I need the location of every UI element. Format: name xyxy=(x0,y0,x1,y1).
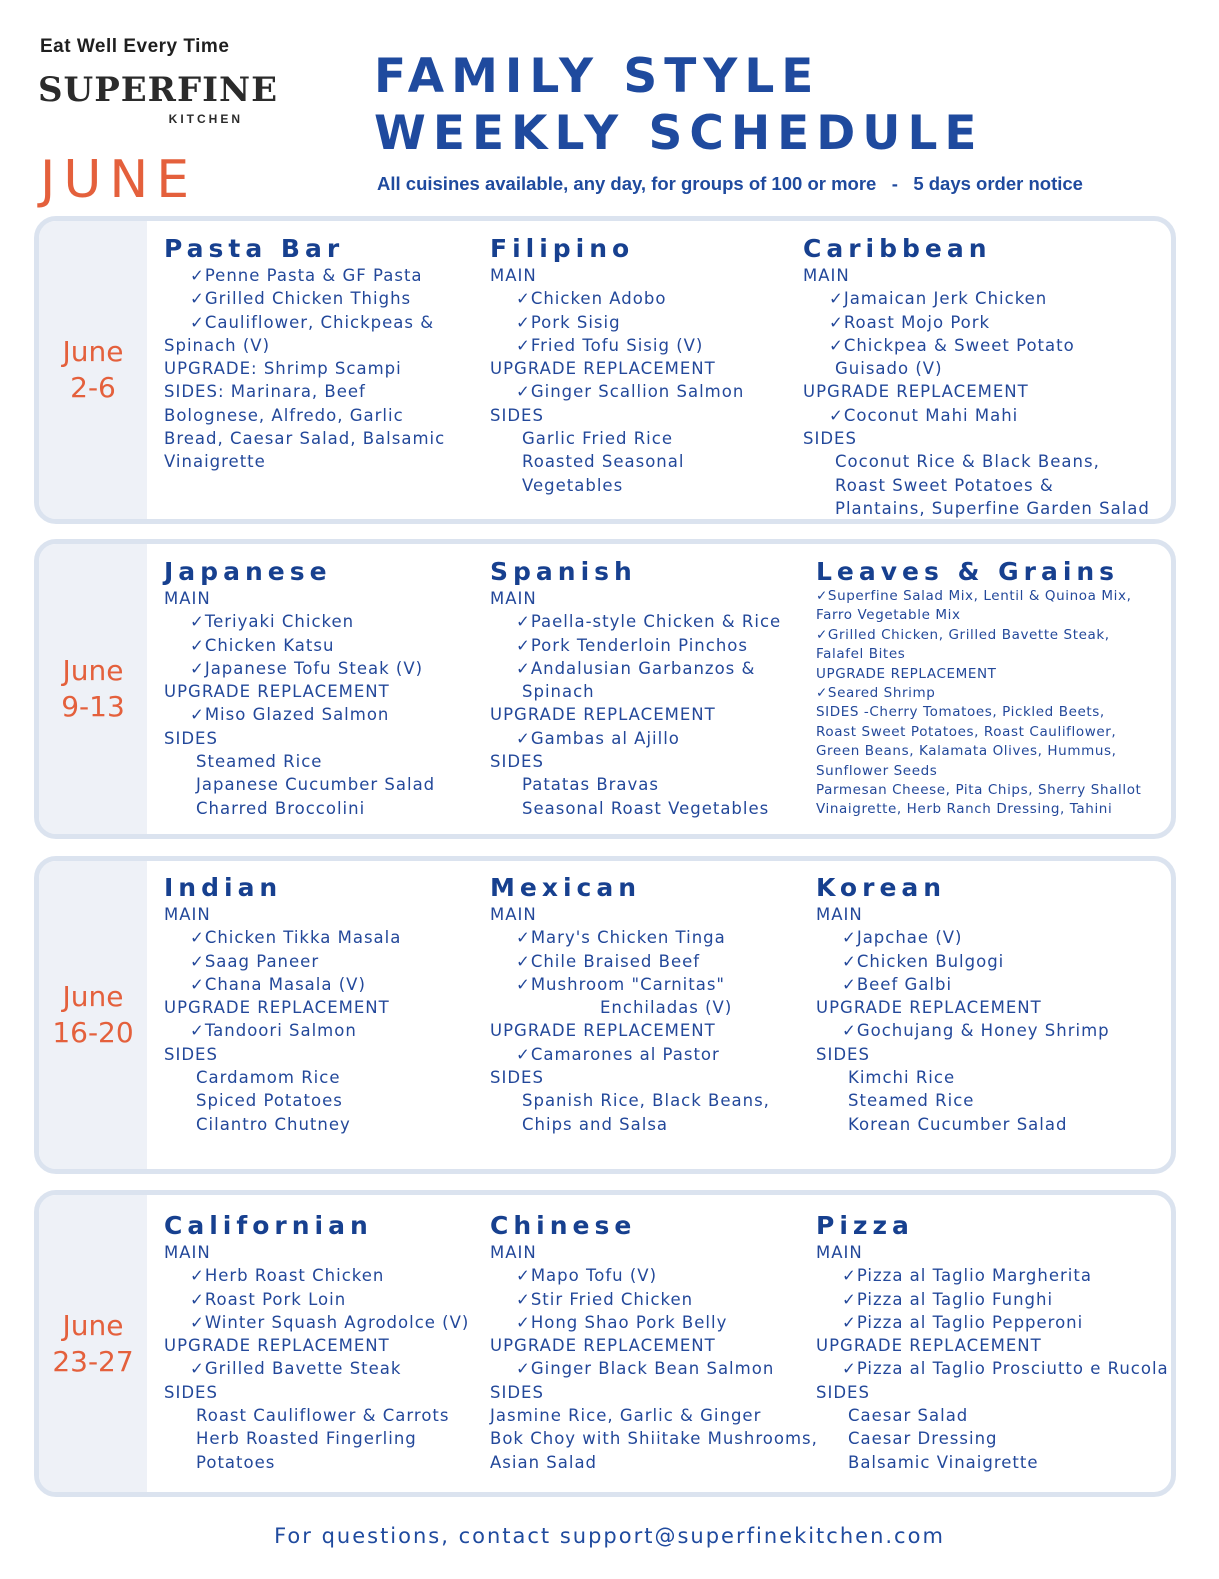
menu-line: MAIN xyxy=(164,905,211,924)
menu-line: ✓Mary's Chicken Tinga xyxy=(516,928,726,948)
menu-line: ✓Roast Mojo Pork xyxy=(829,312,991,332)
menu-line: ✓Roast Pork Loin xyxy=(190,1289,347,1309)
menu-line: SIDES xyxy=(164,728,218,748)
menu-line: UPGRADE REPLACEMENT xyxy=(164,998,390,1018)
menu-line: MAIN xyxy=(490,266,537,285)
week-month: June xyxy=(62,1308,124,1342)
menu-line: UPGRADE REPLACEMENT xyxy=(164,682,390,702)
menu-line: Cardamom Rice xyxy=(196,1068,341,1088)
menu-line: Bolognese, Alfredo, Garlic xyxy=(164,405,404,425)
menu-line: ✓Teriyaki Chicken xyxy=(190,612,355,632)
menu-line: SIDES: Marinara, Beef xyxy=(164,382,366,402)
menu-line: Roast Cauliflower & Carrots xyxy=(196,1406,450,1426)
week-days: 2-6 xyxy=(70,371,116,404)
menu-line: MAIN xyxy=(164,589,211,608)
menu-line: ✓Chana Masala (V) xyxy=(190,974,366,994)
menu-line: SIDES xyxy=(490,405,544,425)
menu-line: Korean Cucumber Salad xyxy=(848,1114,1068,1134)
menu-line: Balsamic Vinaigrette xyxy=(848,1452,1039,1472)
contact-footer: For questions, contact support@superfinekitchen.com xyxy=(274,1524,945,1548)
menu-line: SIDES xyxy=(490,1068,544,1088)
week-dates xyxy=(39,861,147,1169)
cuisine-column xyxy=(816,873,1110,1136)
cuisine-title: Filipino xyxy=(490,234,635,263)
menu-line: Caesar Dressing xyxy=(848,1429,998,1449)
menu-line: Vinaigrette xyxy=(164,452,266,472)
menu-line: UPGRADE REPLACEMENT xyxy=(803,382,1029,402)
menu-line: Coconut Rice & Black Beans, xyxy=(835,452,1100,472)
logo-wordmark: SUPERFINE xyxy=(38,70,278,110)
cuisine-column xyxy=(490,1211,818,1474)
menu-line: Sunflower Seeds xyxy=(816,762,938,779)
menu-line: ✓Seared Shrimp xyxy=(816,685,936,702)
menu-line: ✓Chicken Tikka Masala xyxy=(190,928,402,948)
week-dates xyxy=(39,221,147,519)
menu-line: Steamed Rice xyxy=(196,752,323,772)
menu-line: ✓Chicken Adobo xyxy=(516,289,667,309)
menu-line: Kimchi Rice xyxy=(848,1068,956,1088)
cuisine-title: Indian xyxy=(164,873,283,902)
menu-line: ✓Saag Paneer xyxy=(190,951,320,971)
cuisine-title: Leaves & Grains xyxy=(816,557,1120,586)
menu-line: MAIN xyxy=(803,266,850,285)
menu-line: ✓Japchae (V) xyxy=(842,928,963,948)
menu-line: MAIN xyxy=(816,905,863,924)
week-days: 9-13 xyxy=(61,690,125,723)
cuisine-title: Pasta Bar xyxy=(164,234,345,263)
cuisine-title: Caribbean xyxy=(803,234,992,263)
menu-line: ✓Stir Fried Chicken xyxy=(516,1289,694,1309)
week-month: June xyxy=(62,654,124,687)
menu-line: ✓Andalusian Garbanzos & xyxy=(516,658,756,678)
cuisine-column xyxy=(490,234,744,497)
menu-line: ✓Jamaican Jerk Chicken xyxy=(829,289,1048,309)
menu-line: Farro Vegetable Mix xyxy=(816,607,961,624)
tagline: Eat Well Every Time xyxy=(40,36,230,57)
cuisine-title: Mexican xyxy=(490,873,642,902)
cuisine-title: Spanish xyxy=(490,557,637,586)
menu-line: ✓Hong Shao Pork Belly xyxy=(516,1312,728,1332)
menu-line: Charred Broccolini xyxy=(196,798,366,818)
menu-line: ✓Pork Sisig xyxy=(516,312,621,332)
menu-line: ✓Pizza al Taglio Funghi xyxy=(842,1289,1054,1309)
week-days: 23-27 xyxy=(52,1344,134,1378)
menu-line: Jasmine Rice, Garlic & Ginger xyxy=(490,1406,762,1426)
menu-line: MAIN xyxy=(490,905,537,924)
menu-line: ✓Ginger Black Bean Salmon xyxy=(516,1359,775,1379)
menu-line: ✓Pizza al Taglio Margherita xyxy=(842,1266,1092,1286)
cuisine-column xyxy=(164,557,435,820)
week-dates xyxy=(39,1195,147,1492)
menu-line: MAIN xyxy=(490,589,537,608)
menu-line: ✓Grilled Chicken Thighs xyxy=(190,289,412,309)
superfine-kitchen-logo xyxy=(38,70,278,130)
cuisine-column xyxy=(490,557,781,820)
menu-line: SIDES xyxy=(816,1382,870,1402)
menu-line: Falafel Bites xyxy=(816,646,906,663)
menu-line: Bread, Caesar Salad, Balsamic xyxy=(164,429,446,449)
month-label: JUNE xyxy=(40,150,198,210)
menu-line: Spinach xyxy=(522,682,595,702)
menu-line: Roasted Seasonal xyxy=(522,452,685,472)
menu-line: MAIN xyxy=(490,1243,537,1262)
menu-line: Patatas Bravas xyxy=(522,775,660,795)
menu-line: ✓Gambas al Ajillo xyxy=(516,728,680,748)
menu-line: ✓Japanese Tofu Steak (V) xyxy=(190,658,424,678)
menu-line: ✓Coconut Mahi Mahi xyxy=(829,405,1019,425)
menu-line: Chips and Salsa xyxy=(522,1114,669,1134)
menu-line: ✓Superfine Salad Mix, Lentil & Quinoa Mix, xyxy=(816,588,1132,604)
menu-line: SIDES xyxy=(490,752,544,772)
cuisine-column xyxy=(816,1211,1169,1474)
menu-line: Parmesan Cheese, Pita Chips, Sherry Shallot xyxy=(816,782,1142,799)
menu-line: UPGRADE REPLACEMENT xyxy=(164,1336,390,1356)
menu-line: ✓Gochujang & Honey Shrimp xyxy=(842,1021,1110,1041)
menu-line: SIDES xyxy=(490,1382,544,1402)
menu-line: ✓Tandoori Salmon xyxy=(190,1021,357,1041)
week-month: June xyxy=(62,980,124,1013)
menu-line: ✓Grilled Chicken, Grilled Bavette Steak, xyxy=(816,626,1110,643)
menu-line: Spanish Rice, Black Beans, xyxy=(522,1091,770,1111)
menu-line: UPGRADE REPLACEMENT xyxy=(816,1336,1042,1356)
menu-line: ✓Winter Squash Agrodolce (V) xyxy=(190,1312,470,1332)
menu-line: UPGRADE REPLACEMENT xyxy=(490,1021,716,1041)
menu-line: SIDES -Cherry Tomatoes, Pickled Beets, xyxy=(816,704,1105,721)
page-subtitle: All cuisines available, any day, for groups of 100 or more - 5 days order notice xyxy=(377,173,1083,194)
cuisine-column xyxy=(803,234,1150,520)
menu-line: SIDES xyxy=(164,1382,218,1402)
menu-line: ✓Chicken Katsu xyxy=(190,635,335,655)
menu-line: ✓Chicken Bulgogi xyxy=(842,951,1005,971)
menu-line: ✓Pork Tenderloin Pinchos xyxy=(516,635,748,655)
menu-line: ✓Grilled Bavette Steak xyxy=(190,1359,402,1379)
menu-line: Guisado (V) xyxy=(835,359,943,379)
menu-line: ✓Penne Pasta & GF Pasta xyxy=(190,266,423,285)
menu-line: SIDES xyxy=(164,1044,218,1064)
cuisine-column xyxy=(164,873,401,1136)
menu-line: ✓Camarones al Pastor xyxy=(516,1044,720,1064)
menu-line: UPGRADE REPLACEMENT xyxy=(816,665,997,682)
logo-subtext: KITCHEN xyxy=(168,112,243,126)
menu-line: ✓Beef Galbi xyxy=(842,974,953,994)
menu-line: Garlic Fried Rice xyxy=(522,429,673,449)
menu-line: Japanese Cucumber Salad xyxy=(196,775,436,795)
menu-line: UPGRADE: Shrimp Scampi xyxy=(164,359,402,379)
week-month: June xyxy=(62,335,124,368)
menu-line: UPGRADE REPLACEMENT xyxy=(816,998,1042,1018)
menu-line: Spinach (V) xyxy=(164,335,271,355)
menu-line: ✓Cauliflower, Chickpeas & xyxy=(190,312,435,332)
menu-line: ✓Mushroom "Carnitas" xyxy=(516,974,726,994)
menu-line: Green Beans, Kalamata Olives, Hummus, xyxy=(816,743,1117,760)
menu-line: Vegetables xyxy=(522,475,624,495)
menu-line: Asian Salad xyxy=(490,1452,598,1472)
page-title xyxy=(374,48,984,162)
menu-line: MAIN xyxy=(816,1243,863,1262)
menu-line: Potatoes xyxy=(196,1452,276,1472)
menu-line: Bok Choy with Shiitake Mushrooms, xyxy=(490,1429,818,1449)
cuisine-column xyxy=(164,1211,469,1474)
cuisine-column xyxy=(816,557,1141,820)
menu-line: SIDES xyxy=(816,1044,870,1064)
cuisine-title: Japanese xyxy=(164,557,332,586)
week-dates xyxy=(39,544,147,834)
menu-line: ✓Mapo Tofu (V) xyxy=(516,1266,658,1286)
menu-line: UPGRADE REPLACEMENT xyxy=(490,359,716,379)
title-line-2: WEEKLY SCHEDULE xyxy=(374,106,984,161)
menu-line: Plantains, Superfine Garden Salad xyxy=(835,498,1150,518)
cuisine-title: Korean xyxy=(816,873,947,902)
menu-line: Steamed Rice xyxy=(848,1091,975,1111)
menu-line: ✓Paella-style Chicken & Rice xyxy=(516,612,782,632)
menu-line: ✓Chickpea & Sweet Potato xyxy=(829,335,1075,355)
menu-line: UPGRADE REPLACEMENT xyxy=(490,1336,716,1356)
cuisine-title: Californian xyxy=(164,1211,373,1240)
menu-line: Vinaigrette, Herb Ranch Dressing, Tahini xyxy=(816,801,1113,818)
menu-line: Roast Sweet Potatoes, Roast Cauliflower, xyxy=(816,723,1117,740)
menu-line: ✓Pizza al Taglio Prosciutto e Rucola xyxy=(842,1359,1169,1379)
cuisine-title: Chinese xyxy=(490,1211,637,1240)
cuisine-title: Pizza xyxy=(816,1211,914,1240)
menu-line: ✓Chile Braised Beef xyxy=(516,951,701,971)
menu-line: UPGRADE REPLACEMENT xyxy=(490,705,716,725)
menu-line: Caesar Salad xyxy=(848,1406,969,1426)
menu-line: Seasonal Roast Vegetables xyxy=(522,798,770,818)
week-days: 16-20 xyxy=(52,1016,134,1049)
menu-line: Cilantro Chutney xyxy=(196,1114,351,1134)
menu-line: Enchiladas (V) xyxy=(600,998,733,1018)
menu-line: Roast Sweet Potatoes & xyxy=(835,475,1054,495)
cuisine-column xyxy=(164,234,445,474)
title-line-1: FAMILY STYLE xyxy=(374,49,821,104)
cuisine-column xyxy=(490,873,770,1136)
menu-line: ✓Fried Tofu Sisig (V) xyxy=(516,335,704,355)
menu-line: Spiced Potatoes xyxy=(196,1091,343,1111)
menu-line: ✓Herb Roast Chicken xyxy=(190,1266,385,1286)
menu-line: SIDES xyxy=(803,429,857,449)
menu-line: MAIN xyxy=(164,1243,211,1262)
menu-line: ✓Ginger Scallion Salmon xyxy=(516,382,745,402)
menu-line: ✓Miso Glazed Salmon xyxy=(190,705,390,725)
menu-line: Herb Roasted Fingerling xyxy=(196,1429,417,1449)
menu-line: ✓Pizza al Taglio Pepperoni xyxy=(842,1312,1084,1332)
